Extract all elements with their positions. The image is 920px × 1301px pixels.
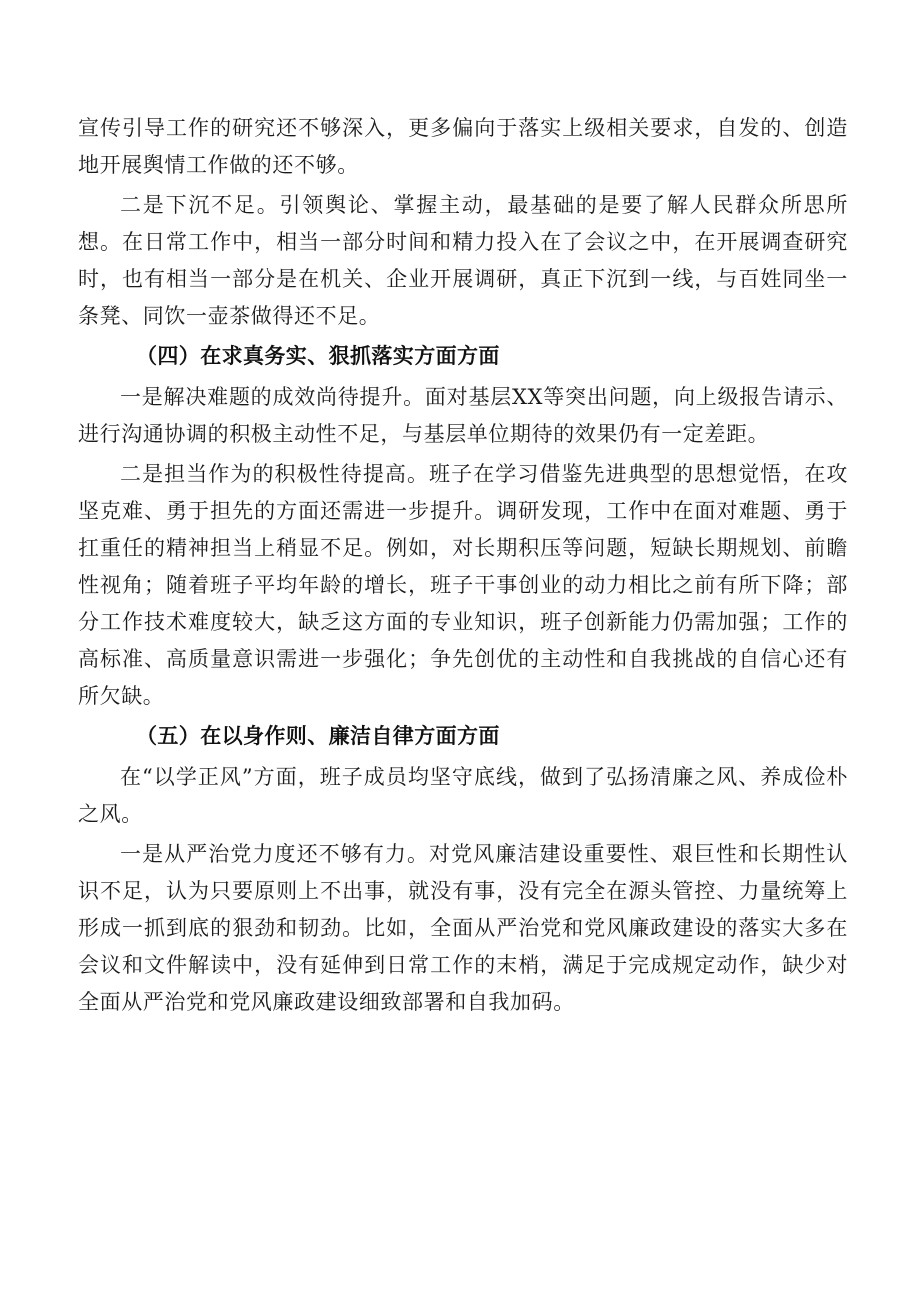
paragraph-party-discipline: 一是从严治党力度还不够有力。对党风廉洁建设重要性、艰巨性和长期性认识不足，认为只要原则上不出事，就没有事，没有完全在源头管控、力量统筹上形成一抓到底的狠劲和韧劲。比如，全面从严治党和党风廉政建设的落实大多在会议和文件解读中，没有延伸到日常工作的末梢，满足于完成规定动作，缺少对全面从严治党和党风廉政建设细致部署和自我加码。 <box>78 842 848 1014</box>
section-heading-4: （四）在求真务实、狠抓落实方面方面 <box>136 344 500 368</box>
paragraph-problem-solving: 一是解决难题的成效尚待提升。面对基层XX等突出问题，向上级报告请示、进行沟通协调的积极主动性不足，与基层单位期待的效果仍有一定差距。 <box>78 385 848 446</box>
document-body <box>78 110 848 1024</box>
paragraph-responsibility: 二是担当作为的积极性待提高。班子在学习借鉴先进典型的思想觉悟，在攻坚克难、勇于担先的方面还需进一步提升。调研发现，工作中在面对难题、勇于扛重任的精神担当上稍显不足。例如，对长期积压等问题，短缺长期规划、前瞻性视角；随着班子平均年龄的增长，班子干事创业的动力相比之前有所下降；部分工作技术难度较大，缺乏这方面的专业知识，班子创新能力仍需加强；工作的高标准、高质量意识需进一步强化；争先创优的主动性和自我挑战的自信心还有所欠缺。 <box>78 462 848 708</box>
paragraph-continuation: 宣传引导工作的研究还不够深入，更多偏向于落实上级相关要求，自发的、创造地开展舆情工作做的还不够。 <box>78 116 848 177</box>
section-heading-5: （五）在以身作则、廉洁自律方面方面 <box>136 724 500 748</box>
paragraph-style-learning: 在“以学正风”方面，班子成员均坚守底线，做到了弘扬清廉之风、养成俭朴之风。 <box>78 765 848 826</box>
paragraph-insufficient-grassroots: 二是下沉不足。引领舆论、掌握主动，最基础的是要了解人民群众所思所想。在日常工作中，相当一部分时间和精力投入在了会议之中，在开展调查研究时，也有相当一部分是在机关、企业开展调研，真正下沉到一线，与百姓同坐一条凳、同饮一壶茶做得还不足。 <box>78 193 848 328</box>
